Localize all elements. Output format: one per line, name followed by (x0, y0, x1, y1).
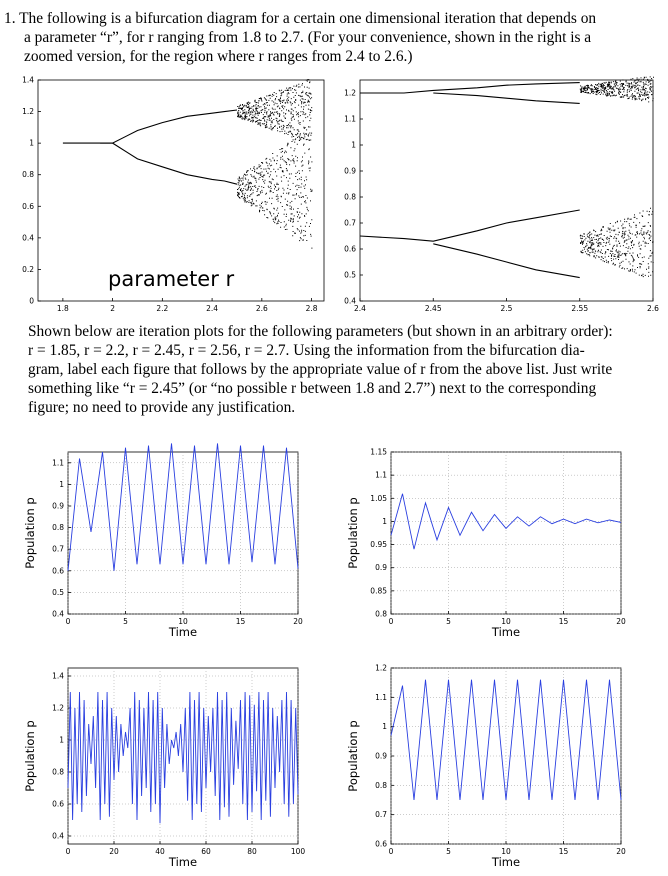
y-tick-label: 0.7 (52, 544, 64, 554)
x-tick-label: 2 (110, 304, 115, 313)
y-tick-label: 0.7 (344, 218, 356, 228)
y-tick-label: 0.6 (375, 839, 387, 849)
bifurcation-branch (360, 210, 580, 241)
y-tick-label: 0.9 (52, 501, 64, 511)
series-line (391, 680, 621, 800)
x-tick-label: 20 (109, 847, 119, 856)
y-tick-label: 1.15 (370, 447, 387, 457)
y-tick-label: 0.4 (52, 609, 64, 619)
series-line (68, 692, 298, 823)
problem-number: 1. (4, 10, 16, 27)
y-tick-label: 0.4 (22, 233, 34, 243)
chaotic-region (237, 80, 313, 249)
y-tick-label: 0.8 (22, 170, 34, 180)
y-tick-label: 1 (59, 735, 64, 745)
iteration-plot-4 (345, 660, 635, 872)
y-tick-label: 1.2 (375, 663, 387, 673)
x-tick-label: 10 (178, 617, 188, 626)
problem-instructions (28, 322, 660, 417)
iteration-plot-2 (345, 440, 635, 645)
iteration-plot-1 (22, 440, 312, 645)
plot-frame (68, 668, 298, 844)
y-tick-label: 0.2 (22, 264, 34, 274)
x-axis-label: Time (168, 855, 198, 869)
y-tick-label: 1 (59, 479, 64, 489)
y-axis-label: Population p (23, 720, 37, 792)
instruction-line-1: Shown below are iteration plots for the following parameters (but shown in an arbitrary order): (28, 323, 613, 340)
y-tick-label: 0.9 (344, 166, 356, 176)
x-tick-label: 5 (123, 617, 128, 626)
bifurcation-branch (433, 93, 579, 103)
plot-frame (360, 80, 653, 301)
x-tick-label: 2.8 (305, 304, 318, 313)
x-tick-label: 15 (558, 617, 569, 626)
y-tick-label: 0.6 (52, 566, 64, 576)
y-tick-label: 0.4 (344, 296, 356, 306)
y-tick-label: 0.5 (52, 587, 64, 597)
x-tick-label: 2.6 (255, 304, 268, 313)
x-tick-label: 2.4 (206, 304, 219, 313)
x-axis-label: Time (491, 625, 521, 639)
x-tick-label: 15 (558, 847, 569, 856)
x-axis-label: Time (491, 855, 521, 869)
x-tick-label: 100 (290, 847, 306, 856)
instruction-line-3: gram, label each figure that follows by the appropriate value of r from the above list. Just write (28, 361, 613, 378)
x-tick-label: 2.4 (354, 304, 366, 313)
x-tick-label: 40 (155, 847, 165, 856)
y-tick-label: 0.7 (375, 810, 387, 820)
x-tick-label: 80 (247, 847, 257, 856)
y-tick-label: 1 (351, 140, 356, 150)
x-tick-label: 2.5 (500, 304, 513, 313)
y-tick-label: 0.85 (370, 586, 387, 596)
x-tick-label: 2.55 (571, 304, 589, 313)
intro-line-2: a parameter “r”, for r ranging from 1.8 to 2.7. (For your convenience, shown in the right is a (24, 29, 592, 46)
instruction-line-5: figure; no need to provide any justification. (28, 399, 296, 416)
y-tick-label: 0.8 (344, 192, 356, 202)
x-tick-label: 5 (446, 847, 451, 856)
bifurcation-branch (63, 110, 237, 143)
bifurcation-zoom (338, 75, 663, 315)
iteration-plot-3 (22, 660, 312, 872)
bifurcation-branch (360, 83, 580, 93)
y-axis-label: Population p (23, 497, 37, 569)
x-tick-label: 10 (501, 617, 511, 626)
intro-line-3: zoomed version, for the region where r ranges from 2.4 to 2.6.) (24, 48, 413, 65)
y-tick-label: 1 (382, 722, 387, 732)
x-tick-label: 0 (388, 617, 394, 626)
y-tick-label: 0.6 (344, 244, 356, 254)
y-tick-label: 0.8 (375, 609, 387, 619)
x-tick-label: 0 (388, 847, 394, 856)
x-tick-label: 1.8 (56, 304, 69, 313)
y-tick-label: 1.4 (22, 75, 34, 85)
y-tick-label: 1.4 (52, 671, 64, 681)
y-tick-label: 0.8 (375, 780, 387, 790)
axis-caption: parameter r (108, 267, 235, 291)
chaotic-region (580, 77, 654, 277)
instruction-line-2: r = 1.85, r = 2.2, r = 2.45, r = 2.56, r = 2.7. Using the information from the bifurcation dia- (28, 342, 585, 359)
y-tick-label: 1.1 (52, 458, 64, 468)
x-axis-label: Time (168, 625, 198, 639)
y-tick-label: 0.6 (52, 799, 64, 809)
y-tick-label: 0.95 (370, 540, 387, 550)
y-tick-label: 0.8 (52, 767, 64, 777)
y-tick-label: 0.4 (52, 831, 64, 841)
x-tick-label: 15 (235, 617, 246, 626)
x-tick-label: 10 (501, 847, 511, 856)
y-tick-label: 0 (29, 296, 34, 306)
y-tick-label: 0.8 (52, 523, 64, 533)
y-tick-label: 0.9 (375, 751, 387, 761)
x-tick-label: 5 (446, 617, 451, 626)
bifurcation-branch (433, 244, 579, 278)
problem-intro (4, 9, 664, 66)
x-tick-label: 0 (65, 617, 71, 626)
x-tick-label: 20 (293, 617, 303, 626)
y-tick-label: 1.2 (344, 88, 356, 98)
y-tick-label: 1.2 (22, 107, 34, 117)
x-tick-label: 20 (616, 617, 626, 626)
x-tick-label: 2.2 (156, 304, 169, 313)
y-tick-label: 1.2 (52, 703, 64, 713)
x-tick-label: 2.6 (647, 304, 659, 313)
y-axis-label: Population p (346, 720, 360, 792)
x-tick-label: 20 (616, 847, 626, 856)
x-tick-label: 60 (201, 847, 211, 856)
y-tick-label: 1 (29, 138, 34, 148)
bifurcation-branch (100, 143, 237, 184)
y-tick-label: 1.1 (375, 692, 387, 702)
y-tick-label: 0.6 (22, 201, 34, 211)
y-tick-label: 1 (382, 516, 387, 526)
y-tick-label: 0.5 (344, 270, 356, 280)
y-tick-label: 1.1 (344, 114, 356, 124)
y-tick-label: 1.05 (370, 493, 387, 503)
instruction-line-4: something like “r = 2.45” (or “no possible r between 1.8 and 2.7”) next to the corresponding (28, 380, 597, 397)
intro-line-1: The following is a bifurcation diagram for a certain one dimensional iteration that depends on (19, 10, 597, 27)
x-tick-label: 0 (65, 847, 71, 856)
bifurcation-diagram (14, 75, 344, 315)
y-tick-label: 0.9 (375, 563, 387, 573)
y-tick-label: 1.1 (375, 470, 387, 480)
x-tick-label: 2.45 (424, 304, 442, 313)
y-axis-label: Population p (346, 497, 360, 569)
